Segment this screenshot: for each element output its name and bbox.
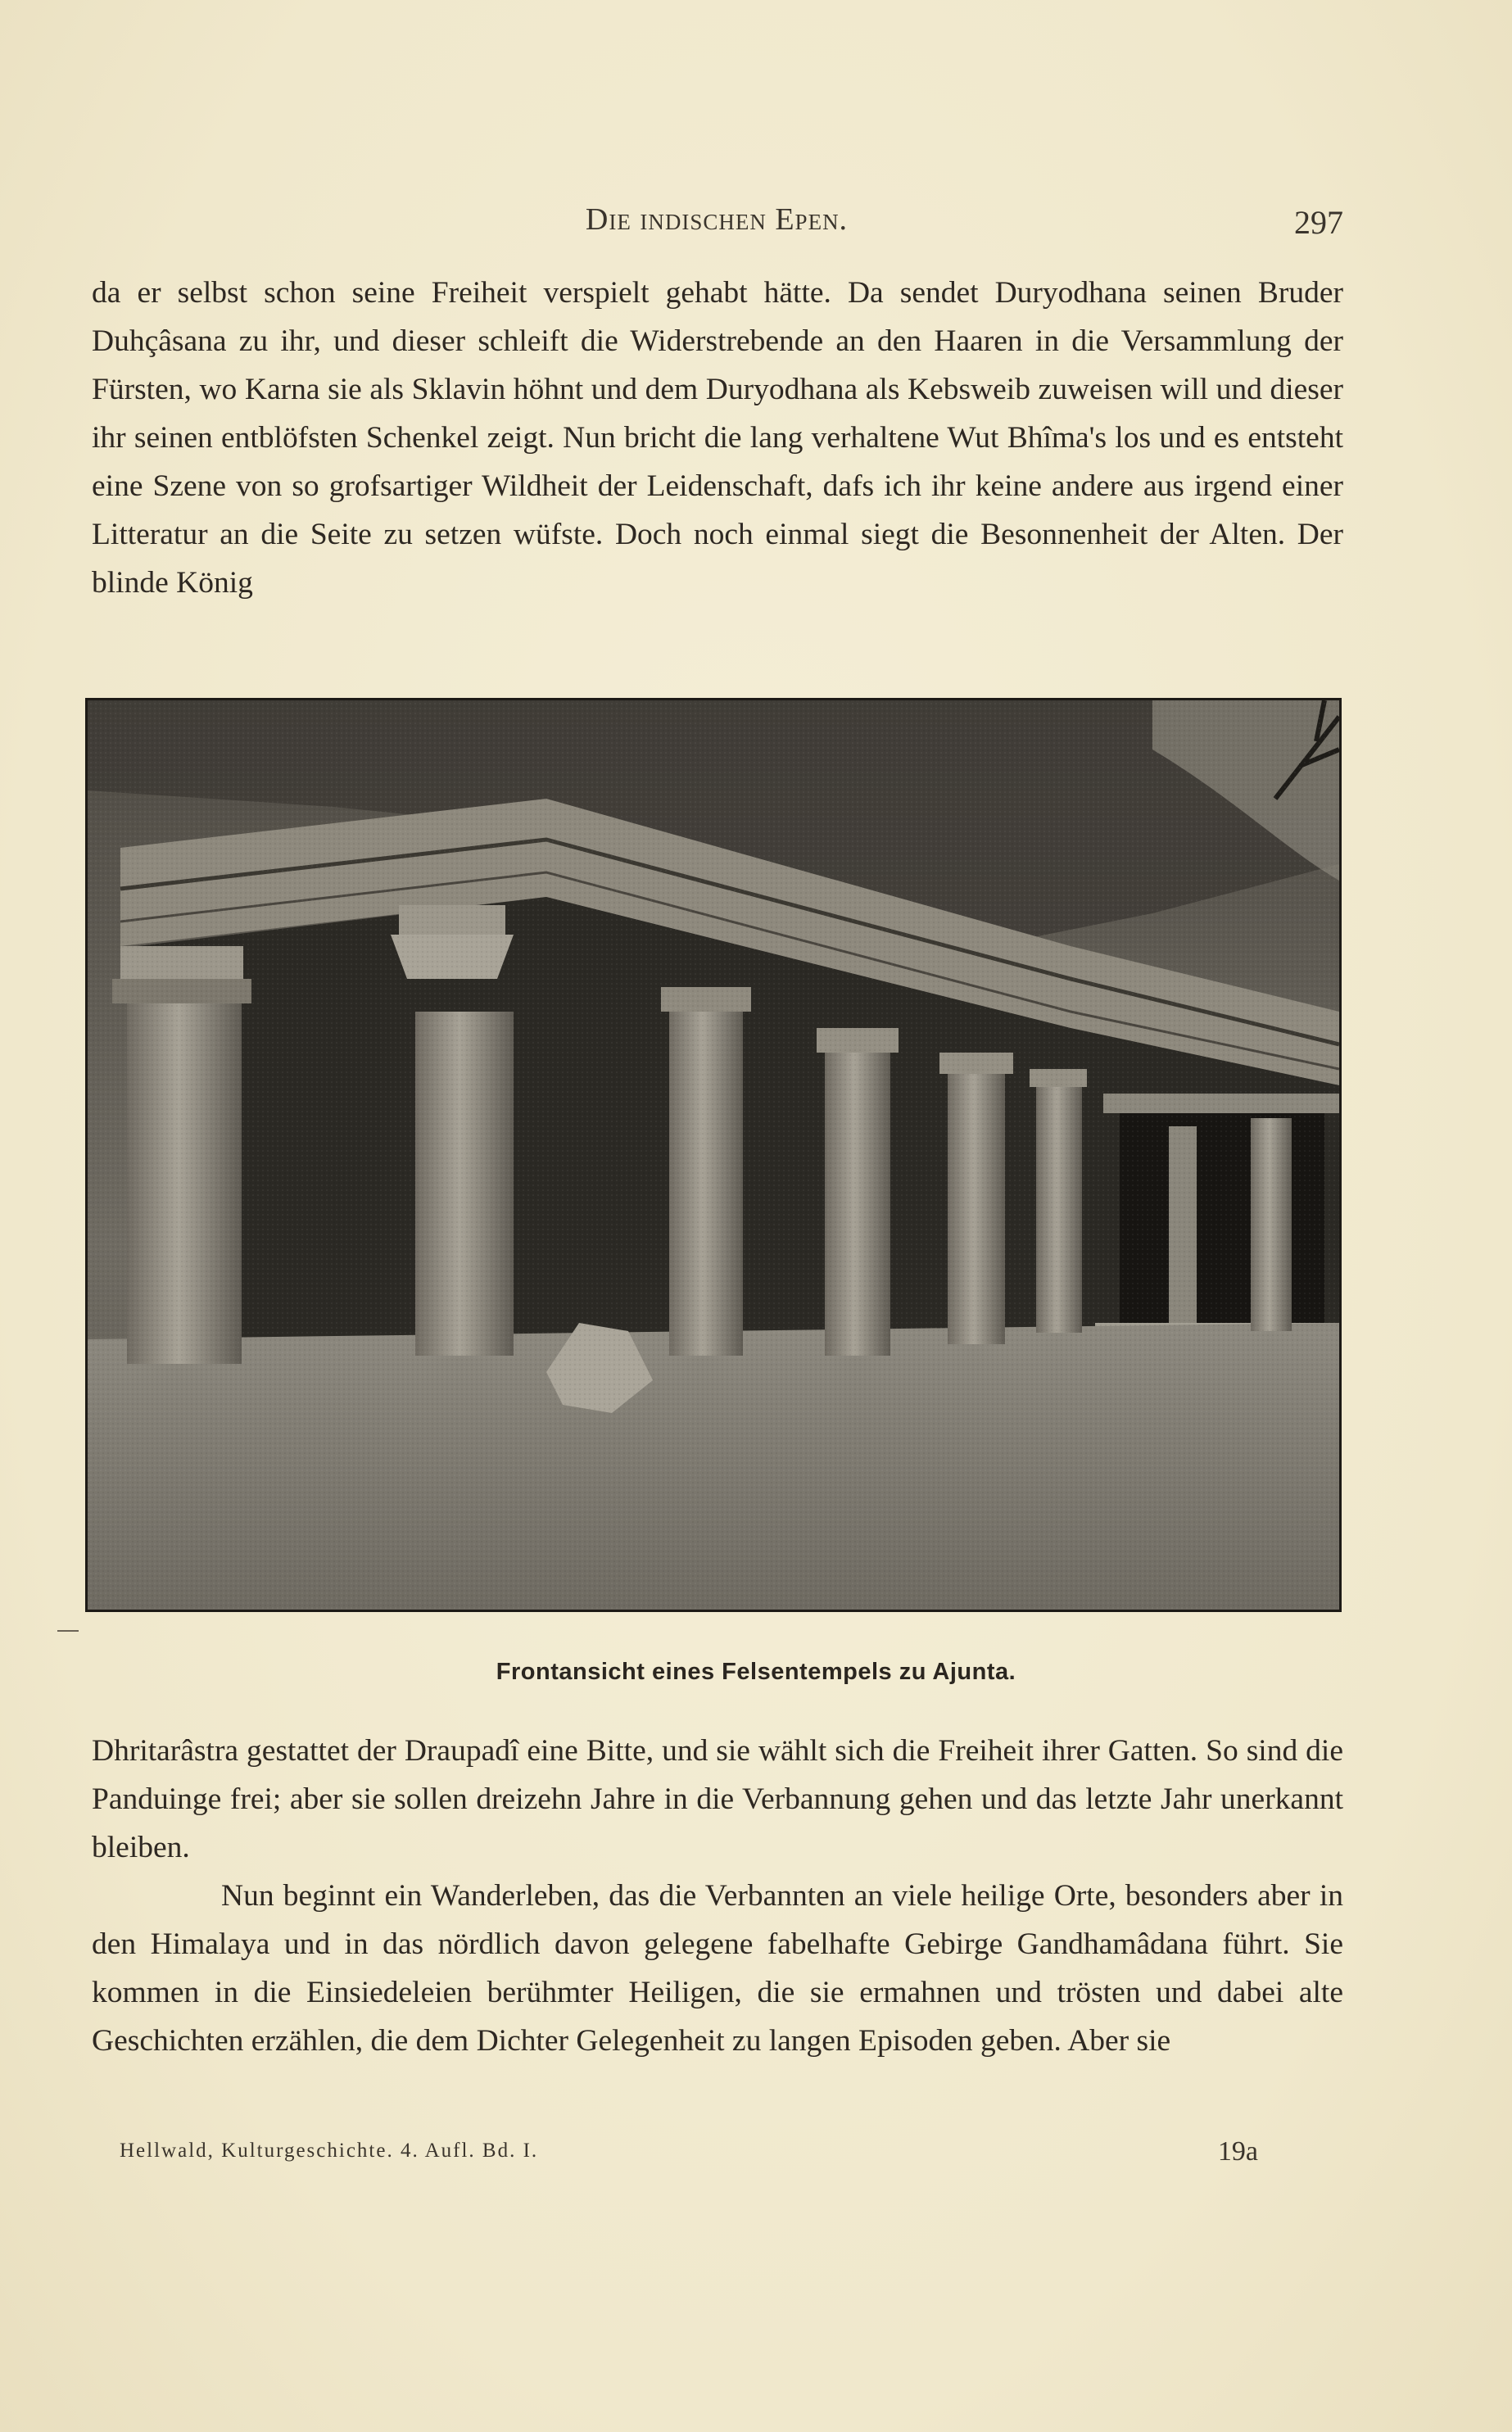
text-block-bottom	[92, 1727, 1343, 2065]
page-header	[90, 195, 1343, 244]
publication-reference: Hellwald, Kulturgeschichte. 4. Aufl. Bd. I.	[120, 2140, 539, 2162]
page-footer	[120, 2136, 1258, 2169]
running-title: Die indischen Epen.	[585, 202, 849, 237]
text-block-top	[92, 269, 1343, 607]
margin-rule	[57, 1630, 79, 1632]
paragraph: da er selbst schon seine Freiheit verspielt gehabt hätte. Da sendet Duryodhana seinen Bruder Duhçâsana zu ihr, und dieser schleift die Widerstrebende an den Haaren in die Versammlung der Fürsten, wo Karna sie als Sklavin höhnt und dem Duryodhana als Kebsweib zuweisen will und dieser ihr seinen entblöfsten Schenkel zeigt. Nun bricht die lang verhaltene Wut Bhîma's los und es entsteht eine Szene von so grofsartiger Wildheit der Leidenschaft, dafs ich ihr keine andere aus irgend einer Litteratur an die Seite zu setzen wüfste. Doch noch einmal siegt die Besonnenheit der Alten. Der blinde König	[92, 276, 1343, 600]
sheet-signature: 19a	[1217, 2136, 1258, 2167]
temple-photograph	[85, 698, 1342, 1612]
figure-caption: Frontansicht eines Felsentempels zu Ajunta.	[496, 1659, 1016, 1685]
paragraph: Dhritarâstra gestattet der Draupadî eine Bitte, und sie wählt sich die Freiheit ihrer Gatten. So sind die Panduinge frei; aber sie sollen dreizehn Jahre in die Verbannung gehen und das letzte Jahr unerkannt bleiben.	[92, 1734, 1343, 1864]
paragraph: Nun beginnt ein Wanderleben, das die Verbannten an viele heilige Orte, besonders aber in den Himalaya und in das nördlich davon gelegene fabelhafte Gebirge Gandhamâdana führt. Sie kommen in die Einsiedeleien berühmter Heiligen, die sie ermahnen und trösten und dabei alte Geschichten erzählen, die dem Dichter Gelegenheit zu langen Episoden geben. Aber sie	[92, 1879, 1343, 2058]
page-number: 297	[1294, 204, 1343, 241]
